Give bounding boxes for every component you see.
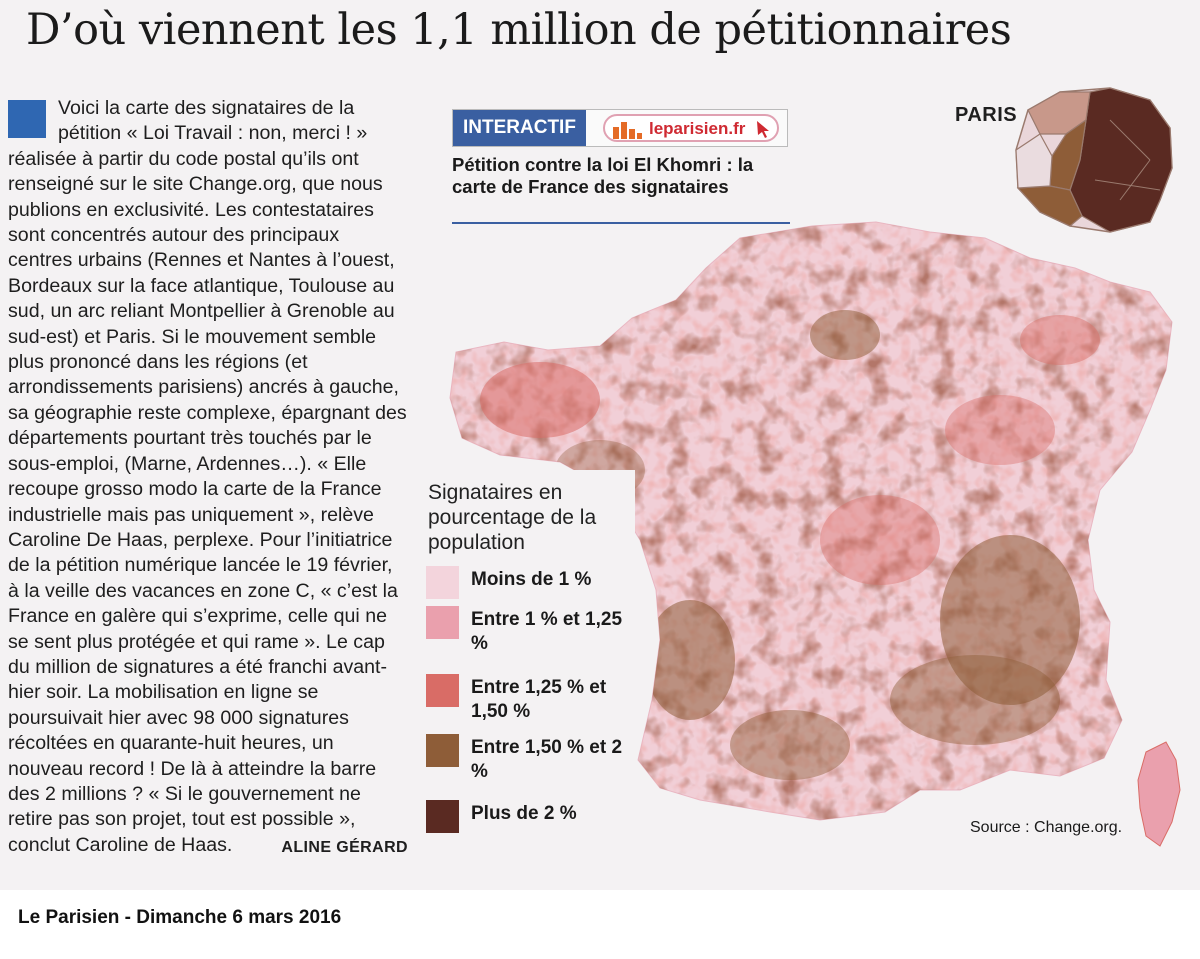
legend-swatch xyxy=(426,566,459,599)
legend-label: Entre 1,25 % et 1,50 % xyxy=(471,677,607,722)
paris-inset xyxy=(1016,88,1172,232)
interactif-banner[interactable] xyxy=(452,109,788,147)
legend-item xyxy=(426,674,626,734)
legend-label: Entre 1 % et 1,25 % xyxy=(471,609,623,654)
leparisien-link[interactable] xyxy=(603,114,779,142)
legend-item xyxy=(426,800,626,860)
legend-label: Plus de 2 % xyxy=(471,803,577,824)
site-name: leparisien.fr xyxy=(649,119,746,138)
headline: D’où viennent les 1,1 million de pétitionnaires xyxy=(26,5,1012,55)
legend-swatch xyxy=(426,674,459,707)
interactif-label: INTERACTIF xyxy=(453,110,586,146)
interactif-caption: Pétition contre la loi El Khomri : la carte de France des signataires xyxy=(452,154,754,197)
legend-item xyxy=(426,734,626,794)
paris-inset-label: PARIS xyxy=(955,104,1018,126)
cursor-arrow-icon xyxy=(755,119,773,139)
legend-swatch xyxy=(426,800,459,833)
byline: ALINE GÉRARD xyxy=(281,838,408,856)
legend-title: Signataires en pourcentage de la population xyxy=(428,481,597,554)
caption-rule xyxy=(452,222,790,224)
footer-credit: Le Parisien - Dimanche 6 mars 2016 xyxy=(18,907,342,928)
map-source: Source : Change.org. xyxy=(970,819,1123,836)
legend-label: Entre 1,50 % et 2 % xyxy=(471,737,623,782)
bar-chart-icon xyxy=(613,119,643,139)
article-body: Voici la carte des signataires de la pétition « Loi Travail : non, merci ! » réalisée à partir du code postal qu’ils ont renseigné sur le site Change.org, que nous publions en exclusivité. Les contestataires sont concentrés autour des principaux centres urbains (Rennes et Nantes à l’ouest, Bordeaux sur la face atlantique, Toulouse au sud, un arc reliant Montpellier à Grenoble au sud-est) et Paris. Si le mouvement semble plus prononcé dans les régions (et arrondissements parisiens) ancrés à gauche, sa géographie reste complexe, épargnant des départements pourtant très touchés par le sous-emploi, (Marne, Ardennes…). « Elle recoupe grosso modo la carte de la France industrielle mais pas uniquement », relève Caroline De Haas, perplexe. Pour l’initiatrice de la pétition numérique lancée le 19 février, à la veille des vacances en zone C, « c’est la France en galère qui s’exprime, celle qui ne se sent plus protégée et qui rame ». Le cap du million de signatures a été franchi avant-hier soir. La mobilisation en ligne se poursuivait hier avec 98 000 signatures récoltées en quarante-huit heures, un nouveau record ! De là à atteindre la barre des 2 millions ? « Si le gouvernement ne retire pas son projet, tout est possible », conclut Caroline de Haas. xyxy=(8,97,407,856)
legend-swatch xyxy=(426,734,459,767)
corsica-shape xyxy=(1138,742,1180,846)
legend-swatch xyxy=(426,606,459,639)
legend-item xyxy=(426,606,626,666)
legend-label: Moins de 1 % xyxy=(471,569,592,590)
